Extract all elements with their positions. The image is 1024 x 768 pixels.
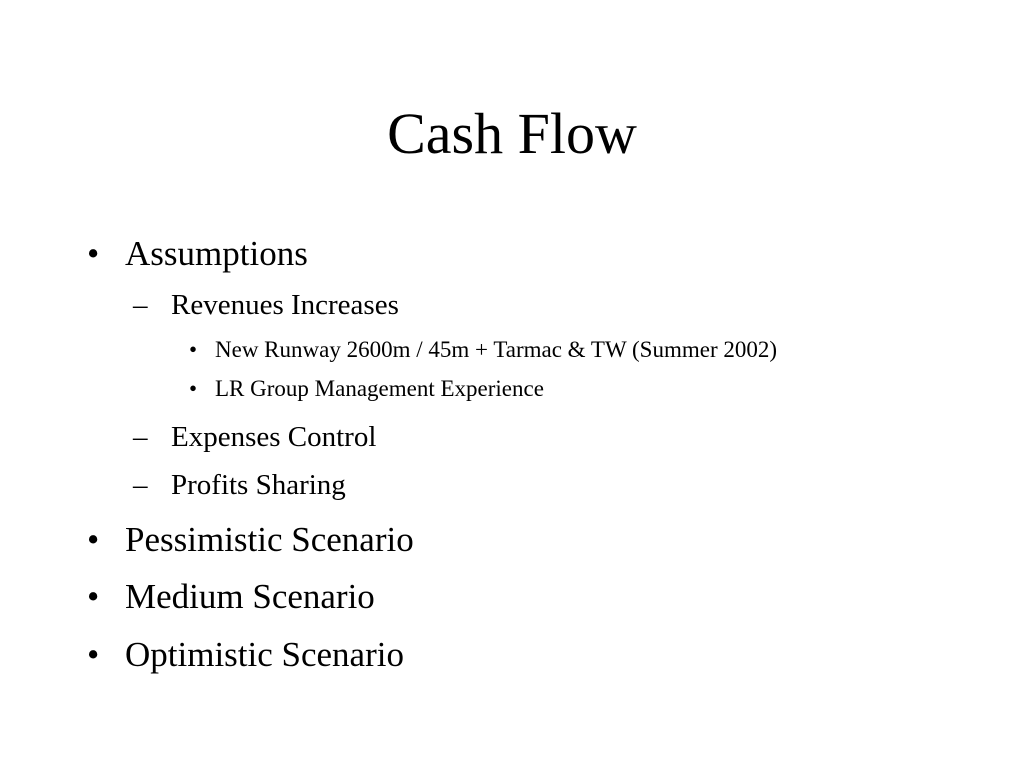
bullet-medium-scenario [87,576,375,618]
dash-marker: – [133,421,148,453]
subsubbullet-text: New Runway 2600m / 45m + Tarmac & TW (Summer 2002) [215,337,778,362]
bullet-marker: • [189,337,198,362]
bullet-text: Medium Scenario [125,577,375,616]
subsubbullet-lr-group [189,375,544,403]
subbullet-text: Revenues Increases [171,289,399,321]
subsubbullet-new-runway [189,336,778,364]
bullet-text: Optimistic Scenario [125,635,404,674]
subbullet-profits-sharing [133,467,346,503]
bullet-marker: • [87,577,100,616]
bullet-marker: • [189,376,198,401]
dash-marker: – [133,469,148,501]
subbullet-expenses-control [133,419,377,455]
bullet-marker: • [87,520,100,559]
subbullet-revenues-increases [133,287,399,323]
subbullet-text: Expenses Control [171,421,377,453]
slide-title: Cash Flow [387,101,637,166]
bullet-assumptions [87,233,308,275]
bullet-marker: • [87,635,100,674]
dash-marker: – [133,289,148,321]
bullet-text: Assumptions [125,234,308,273]
bullet-marker: • [87,234,100,273]
bullet-text: Pessimistic Scenario [125,520,414,559]
subsubbullet-text: LR Group Management Experience [215,376,544,401]
bullet-optimistic-scenario [87,634,404,676]
bullet-pessimistic-scenario [87,519,414,561]
subbullet-text: Profits Sharing [171,469,346,501]
